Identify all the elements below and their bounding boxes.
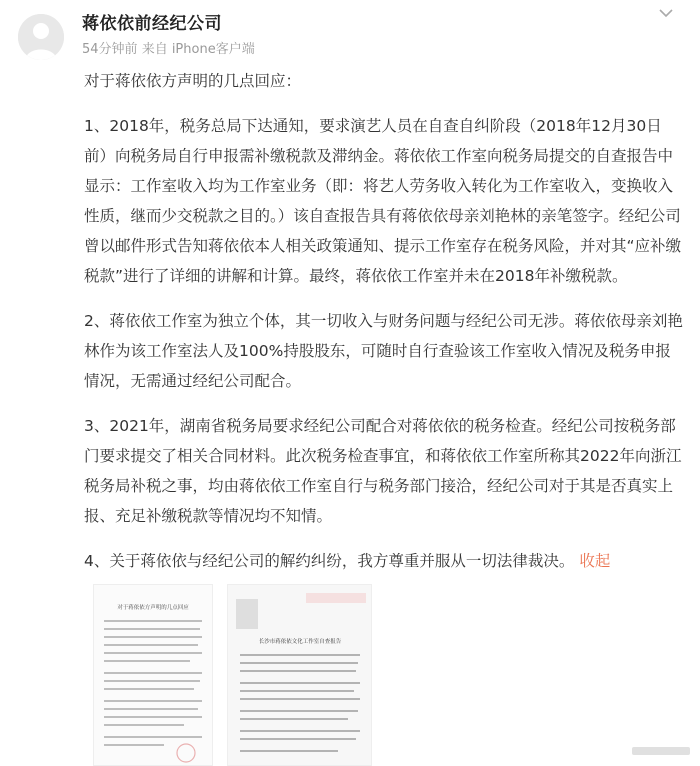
post-source[interactable]: 来自 iPhone客户端 — [141, 42, 255, 57]
weibo-watermark-icon — [630, 744, 692, 758]
report-image — [228, 585, 371, 765]
collapse-link[interactable]: 收起 — [579, 552, 611, 570]
attachment-image-1[interactable] — [93, 584, 213, 766]
thumb1-title: 对于蒋依依方声明的几点回应 — [117, 605, 189, 611]
post-meta — [82, 38, 255, 57]
author-name[interactable]: 蒋依依前经纪公司 — [82, 14, 222, 34]
paragraph-2: 2、蒋依依工作室为独立个体，其一切收入与财务问题与经纪公司无涉。蒋依依母亲刘艳林作为该工作室法人及100%持股股东，可随时自行查验该工作室收入情况及税务申报情况，无需通过经纪公司配合。 — [84, 312, 683, 390]
avatar[interactable] — [18, 14, 64, 60]
post-time: 54分钟前 — [82, 42, 138, 57]
default-avatar-icon — [18, 14, 64, 60]
post-content — [84, 66, 684, 591]
paragraph-4-text: 4、关于蒋依依与经纪公司的解约纠纷，我方尊重并服从一切法律裁决。 — [84, 552, 575, 570]
paragraph-4 — [84, 546, 684, 576]
attachment-image-2[interactable] — [227, 584, 372, 766]
thumb2-title: 长沙市蒋依依文化工作室自查报告 — [258, 639, 342, 645]
chevron-down-icon[interactable] — [654, 6, 678, 20]
paragraph-1: 1、2018年，税务总局下达通知，要求演艺人员在自查自纠阶段（2018年12月30日前）向税务局自行申报需补缴税款及滞纳金。蒋依依工作室向税务局提交的自查报告中显示：工作室收入均为工作室业务（即：将艺人劳务收入转化为工作室收入，变换收入性质，继而少交税款之目的。）该自查报告具有蒋依依母亲刘艳林的亲笔签字。经纪公司曾以邮件形式告知蒋依依本人相关政策通知、提示工作室存在税务风险，并对其“应补缴税款”进行了详细的讲解和计算。最终，蒋依依工作室并未在2018年补缴税款。 — [84, 117, 682, 285]
paragraph-3: 3、2021年，湖南省税务局要求经纪公司配合对蒋依依的税务检查。经纪公司按税务部门要求提交了相关合同材料。此次税务检查事宜，和蒋依依工作室所称其2022年向浙江税务局补税之事，均由蒋依依工作室自行与税务部门接洽，经纪公司对于其是否真实上报、充足补缴税款等情况均不知情。 — [84, 417, 682, 525]
intro-paragraph: 对于蒋依依方声明的几点回应： — [84, 72, 302, 90]
document-image — [94, 585, 212, 765]
